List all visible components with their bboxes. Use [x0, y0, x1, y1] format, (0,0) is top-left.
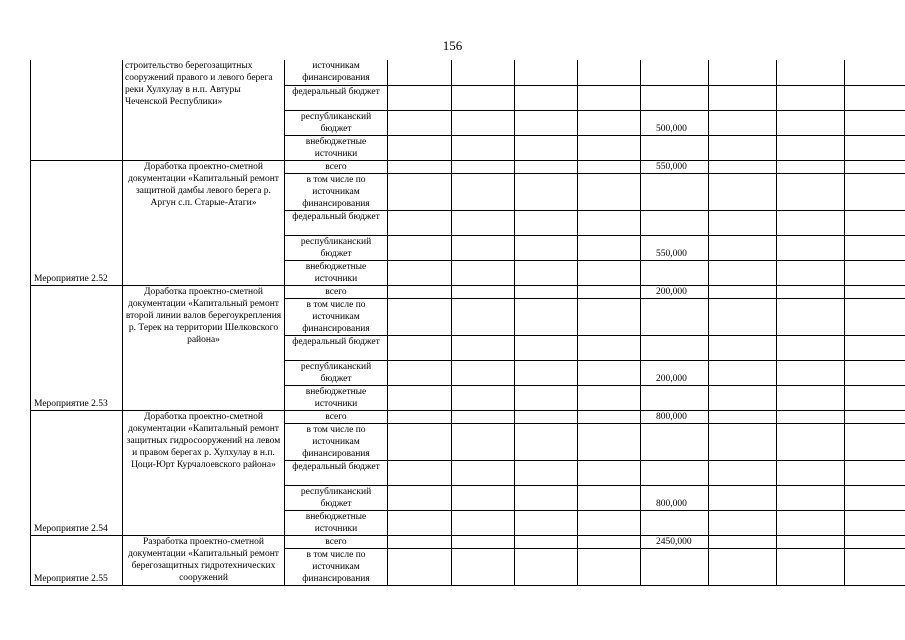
empty-cell — [388, 510, 452, 535]
event-description: Разработка проектно-сметной документации «Капитальный ремонт берегозащитных гидротехнических сооружений — [123, 535, 285, 585]
empty-cell — [388, 135, 452, 160]
source-label: в том числе по источникам финансирования — [285, 548, 388, 585]
empty-cell — [452, 460, 515, 485]
empty-cell — [452, 535, 515, 548]
empty-cell — [709, 85, 777, 110]
empty-cell — [845, 173, 905, 210]
empty-cell — [578, 385, 641, 410]
empty-cell — [515, 423, 578, 460]
empty-cell — [845, 485, 905, 510]
empty-cell — [845, 385, 905, 410]
empty-cell — [388, 485, 452, 510]
value-cell: 800,000 — [641, 485, 709, 510]
empty-cell — [845, 110, 905, 135]
empty-cell — [578, 535, 641, 548]
empty-cell — [388, 210, 452, 235]
empty-cell — [845, 548, 905, 585]
empty-cell — [388, 173, 452, 210]
empty-cell — [515, 210, 578, 235]
empty-cell — [515, 85, 578, 110]
source-label: источникам финансирования — [285, 60, 388, 85]
empty-cell — [845, 510, 905, 535]
empty-cell — [578, 60, 641, 85]
empty-cell — [709, 260, 777, 285]
empty-cell — [452, 410, 515, 423]
value-cell: 800,000 — [641, 410, 709, 423]
empty-cell — [641, 60, 709, 85]
empty-cell — [641, 335, 709, 360]
source-label: республиканский бюджет — [285, 485, 388, 510]
empty-cell — [777, 260, 845, 285]
empty-cell — [452, 85, 515, 110]
source-label: внебюджетные источники — [285, 385, 388, 410]
empty-cell — [452, 110, 515, 135]
empty-cell — [777, 335, 845, 360]
empty-cell — [578, 85, 641, 110]
empty-cell — [777, 410, 845, 423]
empty-cell — [845, 298, 905, 335]
event-label: Мероприятие 2.53 — [31, 285, 123, 410]
empty-cell — [388, 423, 452, 460]
empty-cell — [641, 260, 709, 285]
empty-cell — [845, 410, 905, 423]
empty-cell — [709, 360, 777, 385]
empty-cell — [709, 235, 777, 260]
empty-cell — [709, 298, 777, 335]
empty-cell — [845, 285, 905, 298]
empty-cell — [515, 460, 578, 485]
empty-cell — [777, 285, 845, 298]
empty-cell — [578, 285, 641, 298]
empty-cell — [452, 135, 515, 160]
source-label: внебюджетные источники — [285, 135, 388, 160]
value-cell: 2450,000 — [641, 535, 709, 548]
empty-cell — [515, 60, 578, 85]
source-label: всего — [285, 535, 388, 548]
empty-cell — [845, 260, 905, 285]
empty-cell — [709, 110, 777, 135]
empty-cell — [845, 335, 905, 360]
empty-cell — [515, 510, 578, 535]
empty-cell — [578, 210, 641, 235]
empty-cell — [388, 298, 452, 335]
empty-cell — [452, 548, 515, 585]
page-number: 156 — [442, 38, 463, 53]
event-label: Мероприятие 2.52 — [31, 160, 123, 285]
source-label: республиканский бюджет — [285, 235, 388, 260]
empty-cell — [777, 210, 845, 235]
source-label: всего — [285, 160, 388, 173]
source-label: в том числе по источникам финансирования — [285, 298, 388, 335]
empty-cell — [388, 360, 452, 385]
source-label: внебюджетные источники — [285, 260, 388, 285]
empty-cell — [641, 423, 709, 460]
empty-cell — [388, 110, 452, 135]
empty-cell — [578, 360, 641, 385]
empty-cell — [709, 410, 777, 423]
empty-cell — [515, 135, 578, 160]
empty-cell — [777, 423, 845, 460]
empty-cell — [709, 210, 777, 235]
empty-cell — [578, 135, 641, 160]
source-label: всего — [285, 410, 388, 423]
empty-cell — [641, 210, 709, 235]
empty-cell — [578, 460, 641, 485]
empty-cell — [709, 548, 777, 585]
empty-cell — [578, 548, 641, 585]
empty-cell — [777, 173, 845, 210]
empty-cell — [709, 135, 777, 160]
empty-cell — [777, 60, 845, 85]
empty-cell — [709, 423, 777, 460]
empty-cell — [777, 298, 845, 335]
empty-cell — [452, 173, 515, 210]
empty-cell — [845, 85, 905, 110]
empty-cell — [515, 285, 578, 298]
empty-cell — [452, 260, 515, 285]
empty-cell — [709, 535, 777, 548]
empty-cell — [388, 160, 452, 173]
empty-cell — [709, 160, 777, 173]
empty-cell — [578, 335, 641, 360]
empty-cell — [578, 485, 641, 510]
empty-cell — [452, 60, 515, 85]
source-label: всего — [285, 285, 388, 298]
empty-cell — [777, 535, 845, 548]
source-label: федеральный бюджет — [285, 85, 388, 110]
empty-cell — [388, 385, 452, 410]
source-label: федеральный бюджет — [285, 335, 388, 360]
event-description: Доработка проектно-сметной документации «Капитальный ремонт второй линии валов берегоукрепления р. Терек на территории Шелковского района» — [123, 285, 285, 410]
empty-cell — [515, 173, 578, 210]
empty-cell — [777, 548, 845, 585]
empty-cell — [578, 510, 641, 535]
empty-cell — [388, 548, 452, 585]
empty-cell — [777, 235, 845, 260]
empty-cell — [515, 548, 578, 585]
empty-cell — [709, 460, 777, 485]
empty-cell — [515, 335, 578, 360]
value-cell: 200,000 — [641, 360, 709, 385]
empty-cell — [388, 235, 452, 260]
empty-cell — [452, 510, 515, 535]
value-cell: 200,000 — [641, 285, 709, 298]
empty-cell — [709, 510, 777, 535]
event-label: Мероприятие 2.54 — [31, 410, 123, 535]
empty-cell — [641, 135, 709, 160]
empty-cell — [515, 298, 578, 335]
empty-cell — [641, 460, 709, 485]
empty-cell — [515, 110, 578, 135]
budget-table — [30, 60, 905, 586]
empty-cell — [388, 60, 452, 85]
empty-cell — [709, 285, 777, 298]
empty-cell — [515, 535, 578, 548]
empty-cell — [845, 235, 905, 260]
empty-cell — [452, 285, 515, 298]
source-label: в том числе по источникам финансирования — [285, 423, 388, 460]
empty-cell — [641, 385, 709, 410]
event-cell-continued — [31, 60, 123, 160]
event-description: Доработка проектно-сметной документации «Капитальный ремонт защитной дамбы левого берега р. Аргун с.п. Старые-Атаги» — [123, 160, 285, 285]
event-label: Мероприятие 2.55 — [31, 535, 123, 585]
empty-cell — [578, 235, 641, 260]
empty-cell — [388, 260, 452, 285]
empty-cell — [515, 385, 578, 410]
empty-cell — [777, 360, 845, 385]
empty-cell — [845, 210, 905, 235]
empty-cell — [709, 173, 777, 210]
source-label: федеральный бюджет — [285, 210, 388, 235]
empty-cell — [777, 110, 845, 135]
value-cell: 500,000 — [641, 110, 709, 135]
empty-cell — [388, 85, 452, 110]
empty-cell — [777, 385, 845, 410]
empty-cell — [578, 410, 641, 423]
source-label: в том числе по источникам финансирования — [285, 173, 388, 210]
empty-cell — [515, 235, 578, 260]
empty-cell — [578, 173, 641, 210]
empty-cell — [777, 135, 845, 160]
empty-cell — [452, 360, 515, 385]
empty-cell — [641, 510, 709, 535]
empty-cell — [709, 335, 777, 360]
source-label: республиканский бюджет — [285, 360, 388, 385]
empty-cell — [452, 298, 515, 335]
value-cell: 550,000 — [641, 235, 709, 260]
empty-cell — [452, 385, 515, 410]
value-cell: 550,000 — [641, 160, 709, 173]
empty-cell — [641, 85, 709, 110]
empty-cell — [452, 160, 515, 173]
empty-cell — [845, 360, 905, 385]
empty-cell — [578, 260, 641, 285]
empty-cell — [452, 210, 515, 235]
empty-cell — [777, 85, 845, 110]
empty-cell — [578, 110, 641, 135]
empty-cell — [388, 285, 452, 298]
event-description: Доработка проектно-сметной документации «Капитальный ремонт защитных гидросооружений на левом и правом берегах р. Хулхулау в н.п. Цоци-Юрт Курчалоевского района» — [123, 410, 285, 535]
empty-cell — [578, 423, 641, 460]
empty-cell — [388, 535, 452, 548]
event-description: строительство берегозащитных сооружений правого и левого берега реки Хулхулау в н.п. Автуры Чеченской Республики» — [123, 60, 285, 160]
empty-cell — [709, 60, 777, 85]
empty-cell — [845, 60, 905, 85]
empty-cell — [452, 485, 515, 510]
empty-cell — [515, 160, 578, 173]
empty-cell — [388, 335, 452, 360]
empty-cell — [515, 410, 578, 423]
empty-cell — [777, 460, 845, 485]
empty-cell — [641, 298, 709, 335]
source-label: внебюджетные источники — [285, 510, 388, 535]
empty-cell — [845, 460, 905, 485]
empty-cell — [641, 548, 709, 585]
empty-cell — [452, 423, 515, 460]
source-label: республиканский бюджет — [285, 110, 388, 135]
empty-cell — [452, 335, 515, 360]
empty-cell — [578, 160, 641, 173]
empty-cell — [709, 385, 777, 410]
empty-cell — [777, 510, 845, 535]
empty-cell — [709, 485, 777, 510]
empty-cell — [578, 298, 641, 335]
empty-cell — [845, 135, 905, 160]
empty-cell — [515, 360, 578, 385]
empty-cell — [641, 173, 709, 210]
source-label: федеральный бюджет — [285, 460, 388, 485]
empty-cell — [388, 410, 452, 423]
empty-cell — [515, 485, 578, 510]
empty-cell — [845, 160, 905, 173]
empty-cell — [845, 423, 905, 460]
empty-cell — [515, 260, 578, 285]
empty-cell — [777, 485, 845, 510]
empty-cell — [777, 160, 845, 173]
empty-cell — [452, 235, 515, 260]
empty-cell — [388, 460, 452, 485]
empty-cell — [845, 535, 905, 548]
